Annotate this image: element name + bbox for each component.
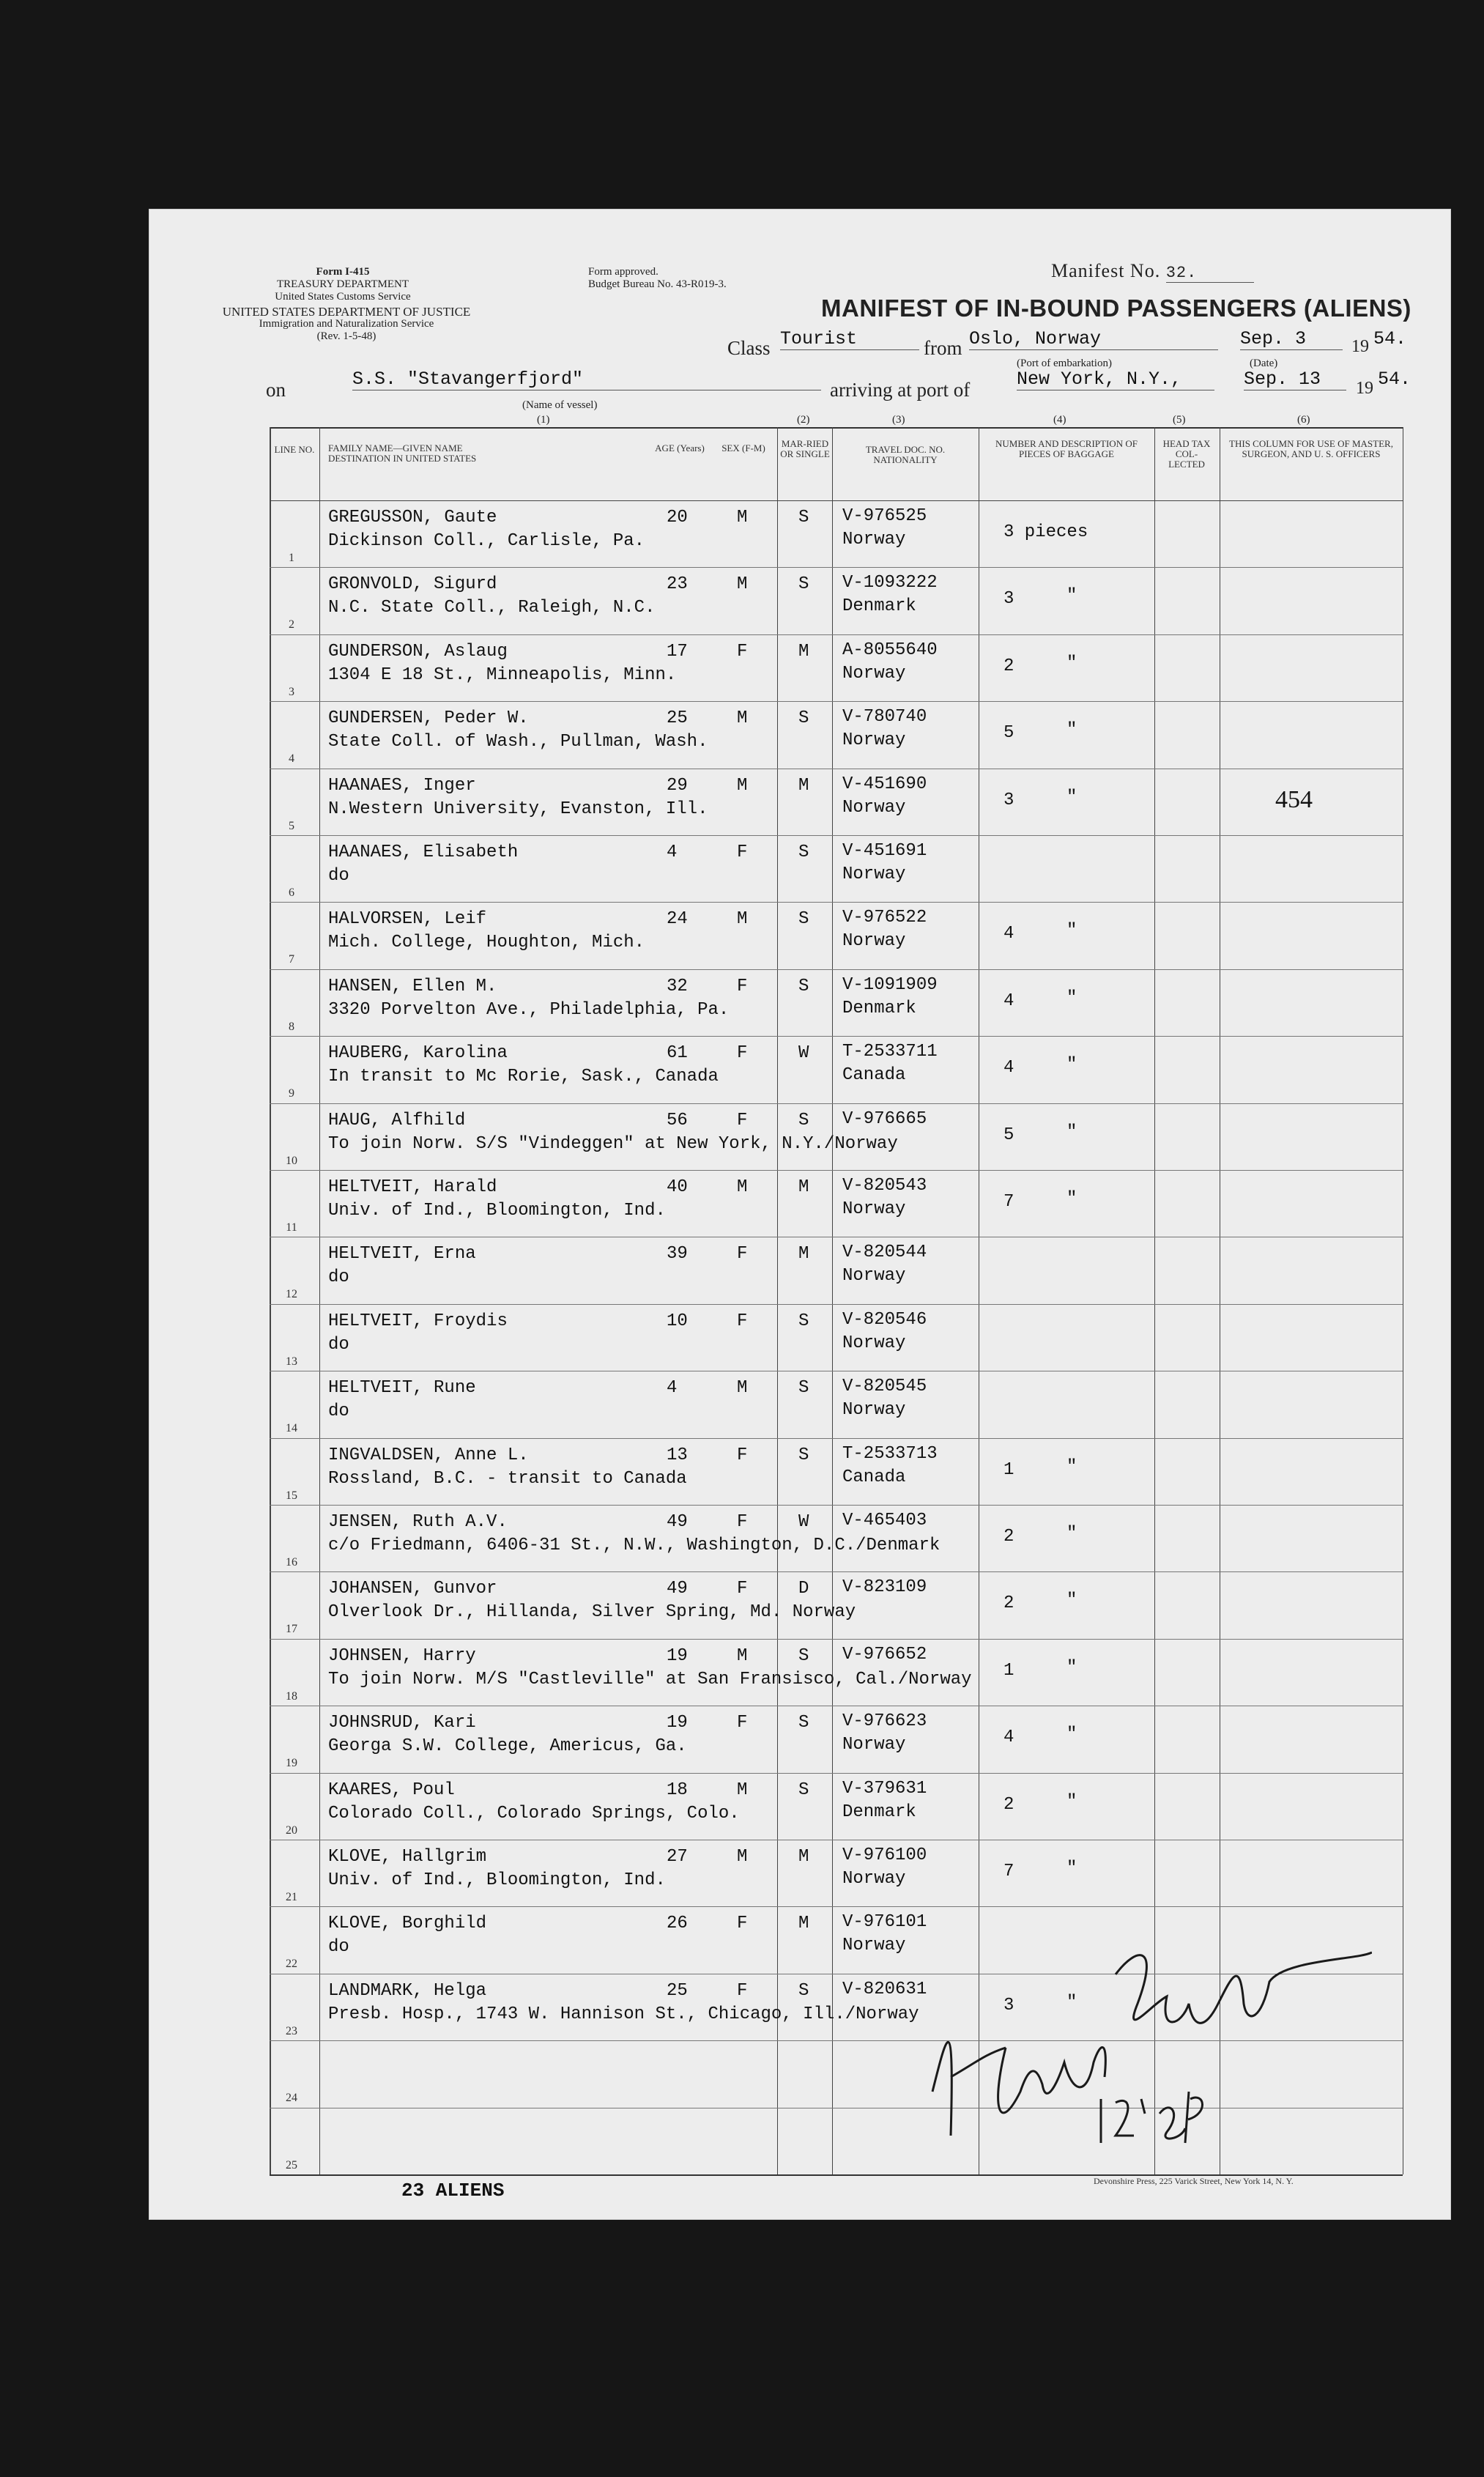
line-number: 21 (286, 1891, 297, 1903)
table-row (270, 1438, 1403, 1505)
class-line (727, 328, 1431, 358)
table-row (270, 1706, 1403, 1772)
baggage-count: 3 (1003, 790, 1014, 810)
passenger-age: 32 (667, 976, 688, 996)
ditto-mark: " (1066, 1456, 1077, 1477)
table-row (270, 1773, 1403, 1840)
marital-status: S (798, 508, 809, 527)
marital-status: S (798, 1713, 809, 1733)
line-number: 19 (286, 1757, 297, 1770)
revision: (Rev. 1-5-48) (316, 330, 376, 342)
table-row (270, 1840, 1403, 1906)
line-number: 14 (286, 1422, 297, 1435)
form-number: Form I-415 (316, 266, 370, 278)
passenger-destination: 3320 Porvelton Ave., Philadelphia, Pa. (328, 999, 730, 1020)
printer-imprint: Devonshire Press, 225 Varick Street, New York 14, N. Y. (1094, 2176, 1294, 2186)
passenger-name: JOHNSRUD, Kari (328, 1713, 476, 1733)
ditto-mark: " (1066, 1992, 1077, 2013)
marital-status: D (798, 1579, 809, 1599)
travel-doc-number: V-379631 (842, 1778, 927, 1799)
col-header-line: LINE NO. (274, 444, 315, 455)
table-row (270, 902, 1403, 969)
marital-status: S (798, 1378, 809, 1399)
baggage-count: 4 (1003, 924, 1014, 944)
baggage-count: 2 (1003, 1794, 1014, 1815)
manifest-no-value: 32. (1166, 264, 1254, 283)
passenger-name: GUNDERSON, Aslaug (328, 641, 508, 662)
baggage-count: 5 (1003, 723, 1014, 744)
vessel-caption: (Name of vessel) (522, 399, 598, 411)
table-row (270, 1371, 1403, 1437)
marital-status: M (798, 641, 809, 662)
passenger-age: 25 (667, 1980, 688, 2001)
passenger-name: JENSEN, Ruth A.V. (328, 1512, 508, 1532)
passenger-destination: N.Western University, Evanston, Ill. (328, 799, 708, 819)
marital-status: S (798, 1780, 809, 1800)
table-row (270, 567, 1403, 634)
year-prefix: 19 (1356, 379, 1373, 398)
marital-status: S (798, 708, 809, 729)
table-row (270, 1170, 1403, 1237)
passenger-age: 4 (667, 843, 678, 862)
passenger-destination: To join Norw. S/S "Vindeggen" at New York, N.Y./Norway (328, 1133, 898, 1154)
justice-block (193, 306, 500, 343)
manifest-number (1051, 260, 1254, 283)
ditto-mark: " (1066, 1859, 1077, 1878)
col-num-2: (2) (797, 414, 810, 426)
baggage-count: 5 (1003, 1125, 1014, 1145)
ditto-mark: " (1066, 1657, 1077, 1678)
baggage-count: 4 (1003, 1058, 1014, 1078)
passenger-age: 49 (667, 1512, 688, 1532)
ditto-mark: " (1066, 653, 1077, 673)
passenger-age: 19 (667, 1645, 688, 1666)
passenger-sex: F (737, 1244, 748, 1265)
line-number: 10 (286, 1154, 297, 1167)
marital-status: W (798, 1043, 809, 1064)
passenger-name: HANSEN, Ellen M. (328, 976, 497, 996)
vessel-line (266, 369, 1438, 401)
ditto-mark: " (1066, 1122, 1077, 1142)
passenger-name: HAANAES, Inger (328, 775, 476, 796)
passenger-sex: F (737, 1980, 748, 2001)
passenger-name: INGVALDSEN, Anne L. (328, 1445, 529, 1465)
ditto-mark: " (1066, 1189, 1077, 1209)
line-number: 17 (286, 1623, 297, 1636)
passenger-sex: M (737, 1780, 748, 1800)
passenger-age: 29 (667, 775, 688, 796)
col-header-travel-doc: TRAVEL DOC. NO. NATIONALITY (865, 444, 946, 465)
nationality: Norway (842, 730, 906, 751)
vessel-name: S.S. "Stavangerfjord" (352, 369, 821, 390)
line-number: 15 (286, 1489, 297, 1502)
col-header-destination: DESTINATION IN UNITED STATES (328, 453, 477, 464)
nationality: Norway (842, 1333, 906, 1353)
passenger-age: 4 (667, 1378, 678, 1399)
on-label: on (266, 379, 286, 401)
passenger-sex: F (737, 1110, 748, 1130)
travel-doc-number: V-976665 (842, 1108, 927, 1129)
marital-status: S (798, 1980, 809, 2001)
nationality: Canada (842, 1065, 906, 1086)
line-number: 2 (289, 618, 294, 632)
line-number: 13 (286, 1355, 297, 1368)
baggage-count: 4 (1003, 991, 1014, 1011)
nationality: Norway (842, 797, 906, 818)
passenger-age: 49 (667, 1579, 688, 1599)
nationality: Norway (842, 663, 906, 684)
passenger-sex: M (737, 1645, 748, 1666)
baggage-count: 2 (1003, 1527, 1014, 1547)
col-num-3: (3) (892, 414, 905, 426)
passenger-age: 17 (667, 641, 688, 662)
baggage-count: 2 (1003, 656, 1014, 676)
marital-status: S (798, 574, 809, 595)
approval-block (588, 266, 727, 291)
marital-status: S (798, 843, 809, 862)
passenger-destination: Rossland, B.C. - transit to Canada (328, 1468, 687, 1489)
arrival-port: New York, N.Y., (1017, 369, 1214, 390)
table-row (270, 1103, 1403, 1170)
passenger-sex: M (737, 909, 748, 930)
column-numbers (149, 414, 1451, 429)
nationality: Norway (842, 1869, 906, 1889)
ditto-mark: " (1066, 720, 1077, 741)
table-row (270, 1304, 1403, 1371)
line-number: 16 (286, 1556, 297, 1569)
baggage-count: 1 (1003, 1459, 1014, 1480)
baggage-count: 7 (1003, 1862, 1014, 1881)
passenger-destination: To join Norw. M/S "Castleville" at San Fransisco, Cal./Norway (328, 1669, 972, 1689)
passenger-name: KAARES, Poul (328, 1780, 455, 1800)
baggage-count: 7 (1003, 1192, 1014, 1212)
manifest-label: Manifest No. (1051, 260, 1161, 281)
handwritten-signature (918, 1916, 1372, 2158)
travel-doc-number: V-820543 (842, 1176, 927, 1196)
arrival-date: Sep. 13 (1244, 369, 1346, 390)
passenger-sex: M (737, 508, 748, 527)
table-row (270, 1237, 1403, 1303)
passenger-sex: F (737, 1713, 748, 1733)
col-header-baggage: NUMBER AND DESCRIPTION OF PIECES OF BAGGAGE (995, 438, 1138, 459)
passenger-destination: N.C. State Coll., Raleigh, N.C. (328, 598, 656, 618)
line-number: 25 (286, 2158, 297, 2171)
marital-status: S (798, 1645, 809, 1666)
line-number: 1 (289, 552, 294, 564)
date-caption: (Date) (1250, 358, 1278, 369)
ditto-mark: " (1066, 586, 1077, 607)
passenger-destination: Mich. College, Houghton, Mich. (328, 933, 645, 953)
passenger-name: HELTVEIT, Froydis (328, 1311, 508, 1331)
table-row (270, 500, 1403, 567)
ditto-mark: " (1066, 787, 1077, 807)
passenger-age: 23 (667, 574, 688, 595)
passenger-age: 20 (667, 508, 688, 527)
travel-doc-number: V-820544 (842, 1243, 927, 1263)
justice-dept: UNITED STATES DEPARTMENT OF JUSTICE (222, 305, 471, 319)
passenger-name: KLOVE, Borghild (328, 1914, 487, 1934)
col-num-5: (5) (1173, 414, 1186, 426)
travel-doc-number: V-976623 (842, 1711, 927, 1732)
ditto-mark: " (1066, 1524, 1077, 1544)
passenger-destination: do (328, 1334, 349, 1355)
marital-status: S (798, 1110, 809, 1130)
passenger-destination: 1304 E 18 St., Minneapolis, Minn. (328, 664, 677, 685)
passenger-sex: F (737, 976, 748, 996)
marital-status: S (798, 1311, 809, 1331)
col-header-name (328, 443, 636, 464)
nationality: Canada (842, 1467, 906, 1487)
travel-doc-number: V-976652 (842, 1644, 927, 1665)
passenger-destination: Georga S.W. College, Americus, Ga. (328, 1736, 687, 1757)
nationality: Denmark (842, 1802, 916, 1822)
passenger-sex: F (737, 843, 748, 862)
nationality: Norway (842, 1266, 906, 1286)
table-row (270, 1036, 1403, 1103)
table-row (270, 1571, 1403, 1638)
passenger-sex: F (737, 1579, 748, 1599)
line-number: 9 (289, 1087, 294, 1100)
travel-doc-number: V-976522 (842, 908, 927, 928)
travel-doc-number: V-976101 (842, 1912, 927, 1933)
ditto-mark: " (1066, 1791, 1077, 1812)
passenger-name: JOHNSEN, Harry (328, 1645, 476, 1666)
travel-doc-number: V-820546 (842, 1309, 927, 1330)
passenger-sex: F (737, 1512, 748, 1532)
col-header-officers: THIS COLUMN FOR USE OF MASTER, SURGEON, AND U. S. OFFICERS (1229, 438, 1393, 459)
travel-doc-number: V-820545 (842, 1377, 927, 1397)
nationality: Norway (842, 1199, 906, 1219)
passenger-sex: F (737, 641, 748, 662)
line-number: 12 (286, 1288, 297, 1301)
col-header-sex: SEX (F-M) (721, 443, 765, 453)
travel-doc-number: T-2533713 (842, 1443, 938, 1464)
line-number: 7 (289, 953, 294, 966)
baggage-count: 4 (1003, 1728, 1014, 1748)
travel-doc-number: V-465403 (842, 1511, 927, 1530)
ditto-mark: " (1066, 1591, 1077, 1611)
ditto-mark: " (1066, 921, 1077, 941)
passenger-destination: Univ. of Ind., Bloomington, Ind. (328, 1201, 666, 1221)
page-title: MANIFEST OF IN-BOUND PASSENGERS (ALIENS) (821, 295, 1411, 322)
passenger-age: 13 (667, 1445, 688, 1465)
travel-doc-number: V-976525 (842, 506, 927, 526)
nationality: Norway (842, 530, 906, 549)
travel-doc-number: V-1093222 (842, 573, 938, 593)
ditto-mark: " (1066, 988, 1077, 1008)
col-header-age: AGE (Years) (655, 443, 705, 453)
passenger-age: 24 (667, 909, 688, 930)
passenger-sex: M (737, 1177, 748, 1197)
passenger-destination: do (328, 1267, 349, 1288)
baggage-count: 2 (1003, 1593, 1014, 1614)
form-agency-block (237, 266, 449, 303)
col-header-head-tax: HEAD TAX COL-LECTED (1162, 438, 1211, 470)
marital-status: M (798, 775, 809, 796)
passenger-sex: M (737, 775, 748, 796)
passenger-age: 26 (667, 1914, 688, 1934)
passenger-sex: M (737, 1378, 748, 1399)
passenger-destination: Dickinson Coll., Carlisle, Pa. (328, 531, 645, 551)
class-value: Tourist (780, 328, 919, 350)
passenger-name: LANDMARK, Helga (328, 1980, 487, 2001)
baggage-count: 1 (1003, 1660, 1014, 1681)
passenger-destination: State Coll. of Wash., Pullman, Wash. (328, 732, 708, 752)
baggage-count: 3 (1003, 589, 1014, 610)
passenger-destination: Colorado Coll., Colorado Springs, Colo. (328, 1803, 740, 1823)
marital-status: S (798, 1445, 809, 1465)
passenger-name: HELTVEIT, Harald (328, 1177, 497, 1197)
year-embark: 54. (1373, 328, 1407, 349)
passenger-name: GREGUSSON, Gaute (328, 508, 497, 527)
nationality: Denmark (842, 998, 916, 1018)
marital-status: S (798, 909, 809, 930)
ins-service: Immigration and Naturalization Service (259, 318, 434, 330)
passenger-destination: do (328, 866, 349, 886)
passenger-destination: c/o Friedmann, 6406-31 St., N.W., Washington, D.C./Denmark (328, 1536, 941, 1555)
table-row (270, 1639, 1403, 1706)
passenger-name: HAUG, Alfhild (328, 1110, 466, 1130)
travel-doc-number: T-2533711 (842, 1042, 938, 1062)
passenger-name: JOHANSEN, Gunvor (328, 1579, 497, 1599)
nationality: Norway (842, 1735, 906, 1755)
passenger-destination: Presb. Hosp., 1743 W. Hannison St., Chicago, Ill./Norway (328, 2004, 919, 2024)
travel-doc-number: V-823109 (842, 1577, 927, 1598)
passenger-sex: F (737, 1445, 748, 1465)
col-num-6: (6) (1297, 414, 1310, 426)
passenger-age: 25 (667, 708, 688, 729)
col-num-4: (4) (1053, 414, 1066, 426)
travel-doc-number: V-1091909 (842, 974, 938, 995)
nationality: Norway (842, 1936, 906, 1956)
travel-doc-number: V-451691 (842, 841, 927, 861)
marital-status: M (798, 1847, 809, 1867)
table-row (270, 1505, 1403, 1571)
passenger-name: HAANAES, Elisabeth (328, 843, 519, 862)
line-number: 18 (286, 1689, 297, 1703)
passenger-age: 39 (667, 1244, 688, 1265)
passenger-name: HALVORSEN, Leif (328, 909, 487, 930)
ditto-mark: " (1066, 1725, 1077, 1745)
travel-doc-number: V-820631 (842, 1979, 927, 1999)
nationality: Norway (842, 1400, 906, 1421)
passenger-sex: F (737, 1043, 748, 1064)
travel-doc-number: V-451690 (842, 774, 927, 794)
customs-service: United States Customs Service (275, 291, 411, 303)
ditto-mark: " (1066, 1055, 1077, 1075)
passenger-age: 18 (667, 1780, 688, 1800)
from-label: from (924, 337, 962, 359)
marital-status: M (798, 1914, 809, 1934)
passenger-name: GUNDERSEN, Peder W. (328, 708, 529, 729)
passenger-age: 27 (667, 1847, 688, 1867)
officer-note: 454 (1275, 785, 1313, 813)
arriving-label: arriving at port of (830, 379, 971, 401)
budget-bureau: Budget Bureau No. 43-R019-3. (588, 278, 727, 290)
table-row (270, 769, 1403, 835)
passenger-name: HELTVEIT, Erna (328, 1244, 476, 1265)
passenger-destination: do (328, 1402, 349, 1422)
aliens-total: 23 ALIENS (401, 2180, 505, 2202)
embark-caption: (Port of embarkation) (1017, 358, 1112, 369)
table-row (270, 701, 1403, 768)
passenger-age: 40 (667, 1177, 688, 1197)
line-number: 24 (286, 2092, 297, 2105)
passenger-destination: Univ. of Ind., Bloomington, Ind. (328, 1870, 666, 1890)
table-row (270, 835, 1403, 902)
table-row (270, 969, 1403, 1036)
col-header-married: MAR-RIED OR SINGLE (780, 438, 830, 459)
passenger-destination: Olverlook Dr., Hillanda, Silver Spring, Md. Norway (328, 1602, 856, 1623)
passenger-destination: do (328, 1937, 349, 1958)
passenger-age: 61 (667, 1043, 688, 1064)
marital-status: W (798, 1512, 809, 1532)
line-number: 8 (289, 1020, 294, 1033)
baggage-count: 3 (1003, 1995, 1014, 2015)
passenger-name: HAUBERG, Karolina (328, 1043, 508, 1064)
passenger-name: GRONVOLD, Sigurd (328, 574, 497, 595)
passenger-sex: M (737, 574, 748, 595)
manifest-page (149, 209, 1451, 2220)
nationality: Denmark (842, 596, 916, 617)
line-number: 3 (289, 685, 294, 698)
marital-status: M (798, 1244, 809, 1265)
marital-status: S (798, 976, 809, 996)
passenger-table (270, 427, 1403, 2174)
passenger-sex: F (737, 1914, 748, 1934)
passenger-destination: In transit to Mc Rorie, Sask., Canada (328, 1067, 719, 1087)
nationality: Norway (842, 931, 906, 952)
form-approved: Form approved. (588, 266, 658, 278)
treasury-dept: TREASURY DEPARTMENT (276, 278, 409, 290)
passenger-name: HELTVEIT, Rune (328, 1378, 476, 1399)
line-number: 22 (286, 1958, 297, 1971)
date-embark: Sep. 3 (1240, 328, 1343, 350)
baggage-count: 3 pieces (1003, 522, 1088, 542)
line-number: 11 (286, 1221, 297, 1234)
col-num-1: (1) (537, 414, 550, 426)
table-row (270, 634, 1403, 701)
line-number: 5 (289, 819, 294, 832)
line-number: 23 (286, 2024, 297, 2037)
passenger-age: 19 (667, 1713, 688, 1733)
passenger-age: 10 (667, 1311, 688, 1331)
passenger-sex: M (737, 1847, 748, 1867)
line-number: 20 (286, 1823, 297, 1837)
travel-doc-number: A-8055640 (842, 640, 938, 660)
line-number: 4 (289, 752, 294, 766)
col-header-family: FAMILY NAME—GIVEN NAME (328, 443, 463, 453)
travel-doc-number: V-976100 (842, 1845, 927, 1865)
passenger-sex: F (737, 1311, 748, 1331)
class-label: Class (727, 337, 771, 359)
year-prefix: 19 (1351, 337, 1369, 356)
travel-doc-number: V-780740 (842, 707, 927, 727)
from-value: Oslo, Norway (969, 328, 1218, 350)
line-number: 6 (289, 886, 294, 899)
marital-status: M (798, 1177, 809, 1197)
arrival-year: 54. (1378, 369, 1411, 390)
passenger-name: KLOVE, Hallgrim (328, 1847, 487, 1867)
passenger-sex: M (737, 708, 748, 729)
passenger-age: 56 (667, 1110, 688, 1130)
nationality: Norway (842, 864, 906, 884)
